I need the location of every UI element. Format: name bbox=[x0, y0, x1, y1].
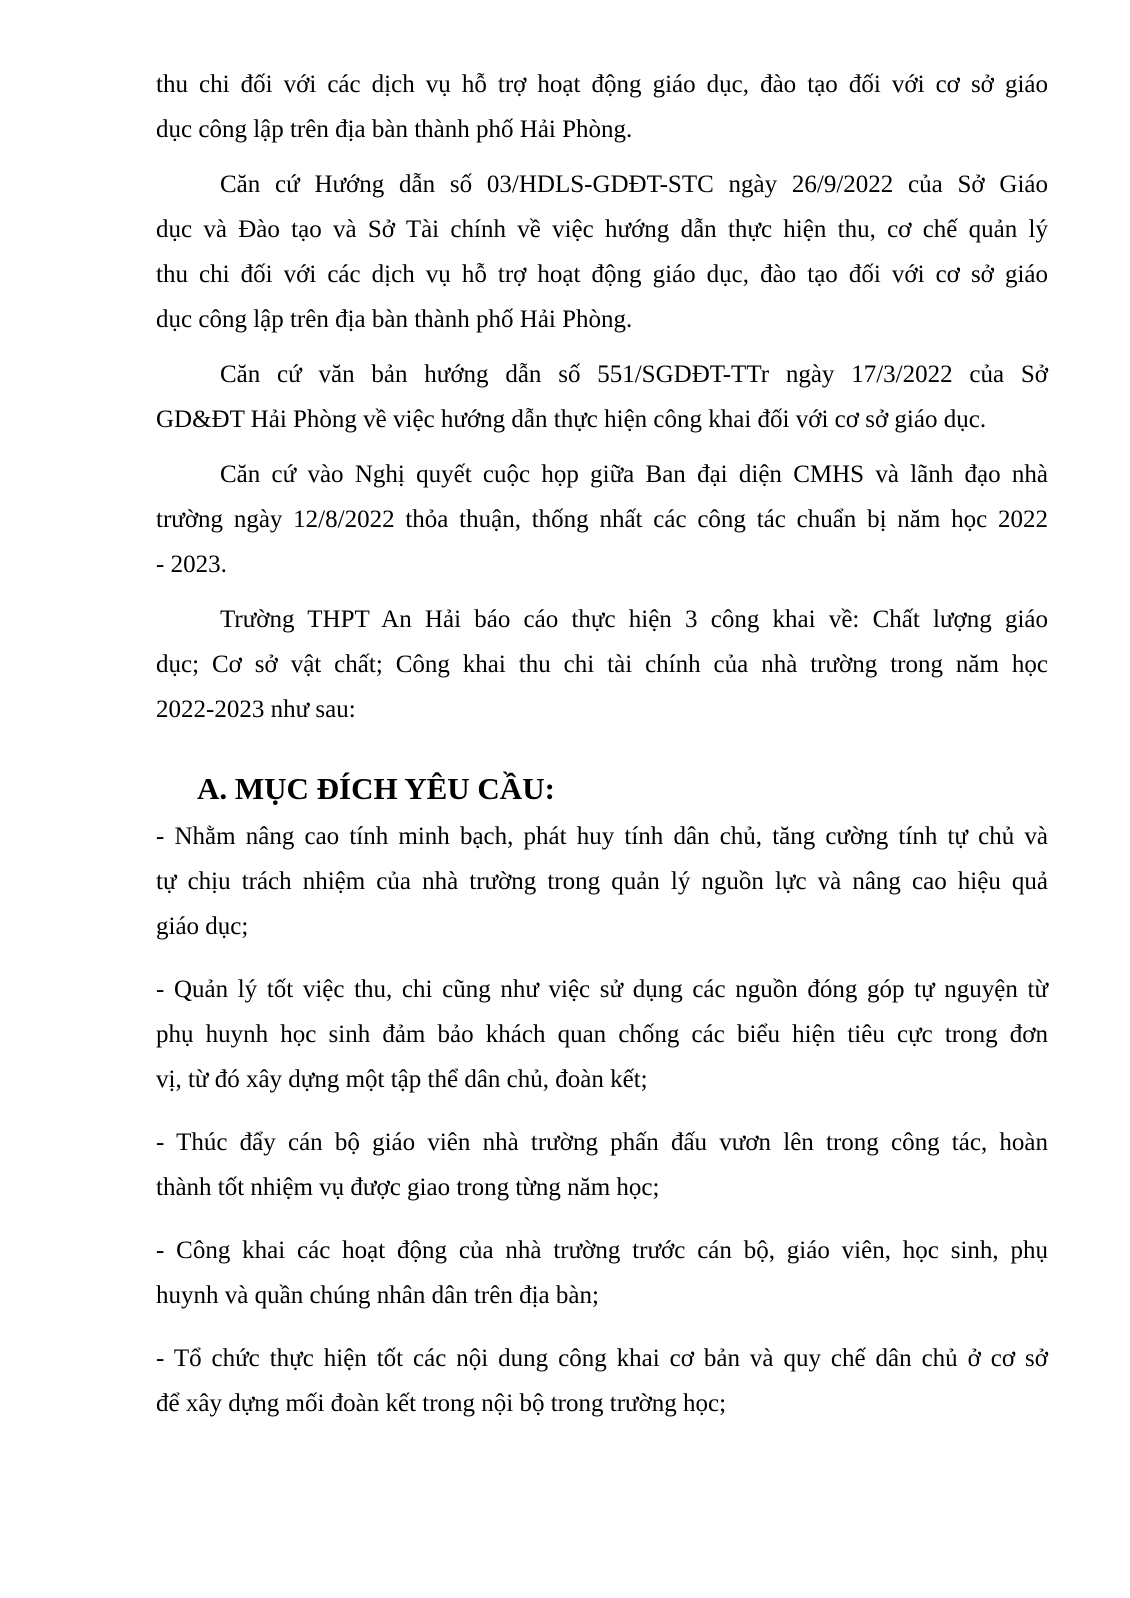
text-line: tự chịu trách nhiệm của nhà trường trong quản lý nguồn lực và nâng cao hiệu quả bbox=[156, 868, 1048, 895]
section-heading: A. MỤC ĐÍCH YÊU CẦU: bbox=[197, 771, 555, 806]
text-line: - Công khai các hoạt động của nhà trường trước cán bộ, giáo viên, học sinh, phụ bbox=[156, 1237, 1048, 1264]
section-item-to-chuc bbox=[156, 1336, 1048, 1426]
text-line: Trường THPT An Hải báo cáo thực hiện 3 công khai về: Chất lượng giáo bbox=[220, 606, 1048, 633]
text-line: dục công lập trên địa bàn thành phố Hải Phòng. bbox=[156, 306, 633, 333]
text-line: GD&ĐT Hải Phòng về việc hướng dẫn thực hiện công khai đối với cơ sở giáo dục. bbox=[156, 406, 987, 433]
paragraph-truong-thpt bbox=[156, 597, 1048, 732]
paragraph-continuation bbox=[156, 62, 1048, 152]
paragraph-can-cu-van-ban bbox=[156, 352, 1048, 442]
text-line: huynh và quần chúng nhân dân trên địa bàn; bbox=[156, 1282, 599, 1309]
text-line: - Thúc đẩy cán bộ giáo viên nhà trường phấn đấu vươn lên trong công tác, hoàn bbox=[156, 1129, 1048, 1156]
text-line: để xây dựng mối đoàn kết trong nội bộ trong trường học; bbox=[156, 1390, 727, 1417]
section-item-cong-khai bbox=[156, 1228, 1048, 1318]
text-line: trường ngày 12/8/2022 thỏa thuận, thống nhất các công tác chuẩn bị năm học 2022 bbox=[156, 506, 1048, 533]
paragraph-can-cu-nghi-quyet bbox=[156, 452, 1048, 587]
text-line: Căn cứ Hướng dẫn số 03/HDLS-GDĐT-STC ngày 26/9/2022 của Sở Giáo bbox=[220, 171, 1048, 198]
text-line: phụ huynh học sinh đảm bảo khách quan chống các biểu hiện tiêu cực trong đơn bbox=[156, 1021, 1048, 1048]
text-line: - 2023. bbox=[156, 551, 227, 578]
text-line: thu chi đối với các dịch vụ hỗ trợ hoạt động giáo dục, đào tạo đối với cơ sở giáo bbox=[156, 261, 1048, 288]
section-item-thuc-day bbox=[156, 1120, 1048, 1210]
text-line: dục và Đào tạo và Sở Tài chính về việc hướng dẫn thực hiện thu, cơ chế quản lý bbox=[156, 216, 1048, 243]
text-line: dục công lập trên địa bàn thành phố Hải Phòng. bbox=[156, 116, 633, 143]
paragraph-can-cu-huong-dan bbox=[156, 162, 1048, 342]
text-line: giáo dục; bbox=[156, 913, 249, 940]
text-line: - Quản lý tốt việc thu, chi cũng như việc sử dụng các nguồn đóng góp tự nguyện từ bbox=[156, 976, 1048, 1003]
text-line: thu chi đối với các dịch vụ hỗ trợ hoạt động giáo dục, đào tạo đối với cơ sở giáo bbox=[156, 71, 1048, 98]
section-item-minh-bach bbox=[156, 814, 1048, 949]
text-line: Căn cứ văn bản hướng dẫn số 551/SGDĐT-TTr ngày 17/3/2022 của Sở bbox=[220, 361, 1048, 388]
text-line: - Nhằm nâng cao tính minh bạch, phát huy tính dân chủ, tăng cường tính tự chủ và bbox=[156, 823, 1048, 850]
section-item-quan-ly-thu-chi bbox=[156, 967, 1048, 1102]
text-line: - Tổ chức thực hiện tốt các nội dung công khai cơ bản và quy chế dân chủ ở cơ sở bbox=[156, 1345, 1048, 1372]
text-line: vị, từ đó xây dựng một tập thể dân chủ, đoàn kết; bbox=[156, 1066, 648, 1093]
text-line: thành tốt nhiệm vụ được giao trong từng năm học; bbox=[156, 1174, 660, 1201]
document-body bbox=[156, 62, 1048, 1426]
text-line: dục; Cơ sở vật chất; Công khai thu chi tài chính của nhà trường trong năm học bbox=[156, 651, 1048, 678]
text-line: 2022-2023 như sau: bbox=[156, 696, 356, 723]
text-line: Căn cứ vào Nghị quyết cuộc họp giữa Ban đại diện CMHS và lãnh đạo nhà bbox=[220, 461, 1048, 488]
